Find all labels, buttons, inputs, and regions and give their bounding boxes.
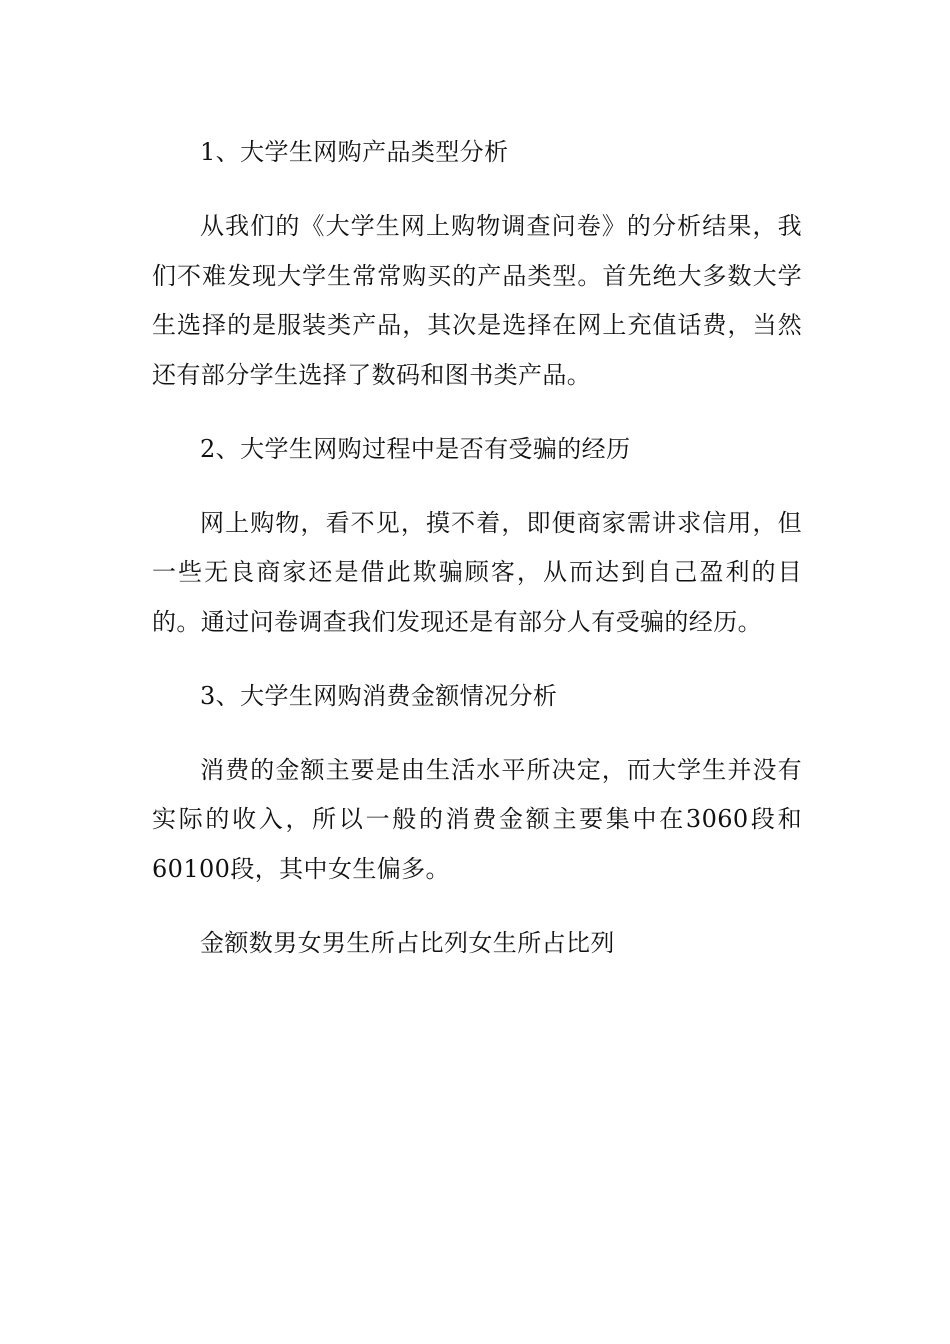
section-heading-product-types: 1、大学生网购产品类型分析: [200, 138, 509, 166]
paragraph-product-types: 从我们的《大学生网上购物调查问卷》的分析结果，我们不难发现大学生常常购买的产品类型。首先绝大多数大学生选择的是服装类产品，其次是选择在网上充值话费，当然还有部分学生选择了数码和图书类产品。: [152, 211, 802, 389]
paragraph-table-header-line: 金额数男女男生所占比列女生所占比列: [200, 929, 615, 958]
document-body: [152, 128, 802, 993]
section-heading-spending-amount: 3、大学生网购消费金额情况分析: [200, 681, 558, 710]
section-heading-fraud-experience: 2、大学生网购过程中是否有受骗的经历: [200, 434, 631, 463]
paragraph-spending-amount: 消费的金额主要是由生活水平所决定，而大学生并没有实际的收入，所以一般的消费金额主要集中在3060段和60100段，其中女生偏多。: [152, 755, 802, 884]
paragraph-fraud-experience: 网上购物，看不见，摸不着，即便商家需讲求信用，但一些无良商家还是借此欺骗顾客，从而达到自己盈利的目的。通过问卷调查我们发现还是有部分人有受骗的经历。: [152, 508, 802, 636]
